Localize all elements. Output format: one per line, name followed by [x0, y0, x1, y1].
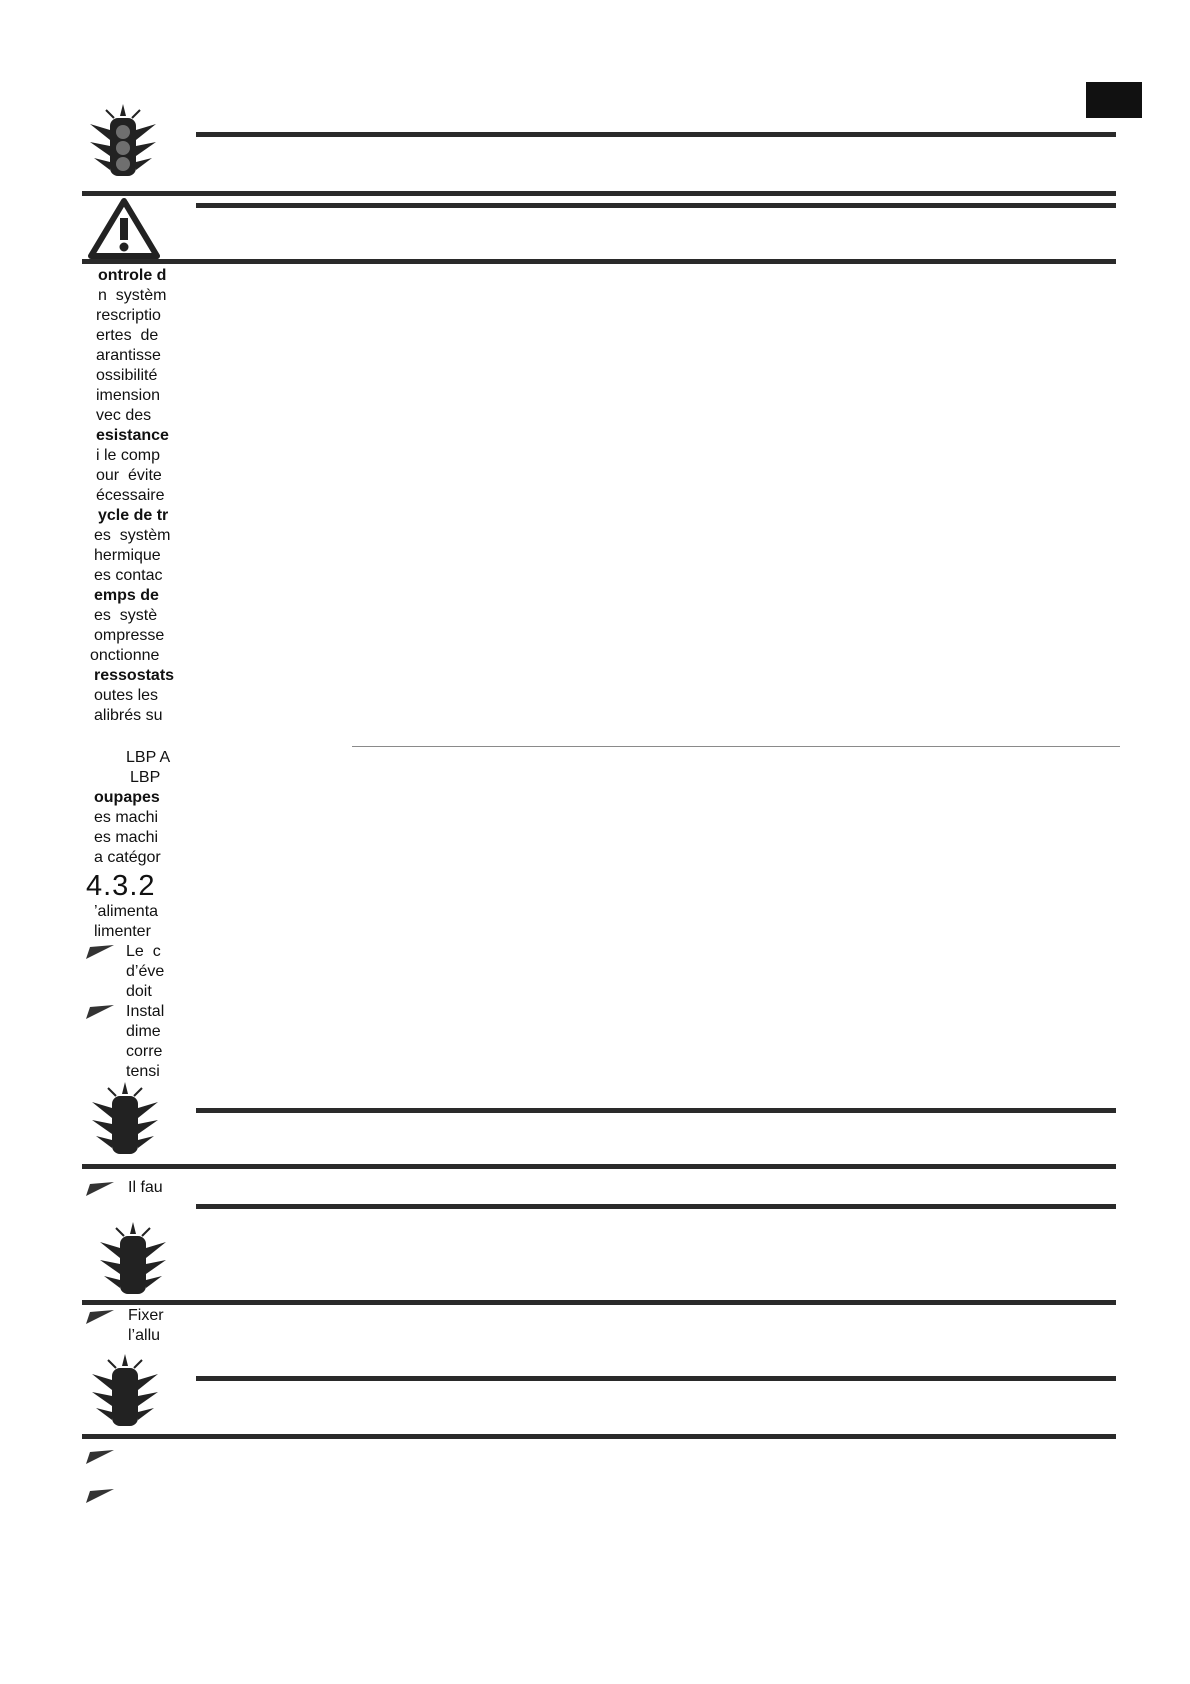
text-fragment: l’allu [128, 1327, 161, 1344]
warning-top-rule [196, 203, 1116, 208]
text-fragment: ressostats [94, 667, 175, 684]
text-fragment: es systèm [94, 527, 171, 544]
text-fragment: ’alimenta [94, 903, 159, 920]
arrow-bullet-icon [86, 1182, 114, 1196]
arrow-bullet-icon [86, 1310, 114, 1324]
text-fragment: tensi [126, 1063, 160, 1080]
note2-bottom-rule [82, 1300, 1116, 1305]
divider-rule [82, 191, 1116, 196]
traffic-light-icon [88, 1352, 162, 1430]
note3-bottom-rule [82, 1434, 1116, 1439]
text-fragment: rescriptio [96, 307, 161, 324]
arrow-bullet-icon [86, 945, 114, 959]
text-fragment: n systèm [98, 287, 167, 304]
arrow-bullet-icon [86, 1450, 114, 1464]
text-fragment: arantisse [96, 347, 161, 364]
arrow-bullet-icon [86, 1489, 114, 1503]
text-fragment: es contac [94, 567, 163, 584]
text-fragment: dime [126, 1023, 161, 1040]
text-fragment: Instal [126, 1003, 165, 1020]
text-fragment: imension [96, 387, 161, 404]
text-fragment: Fixer [128, 1307, 164, 1324]
text-fragment: LBP A [126, 749, 171, 766]
header-rule [196, 132, 1116, 137]
section-number: 4.3.2 [86, 870, 156, 902]
text-fragment: es machi [94, 809, 159, 826]
text-fragment: outes les [94, 687, 159, 704]
text-fragment: ertes de [96, 327, 159, 344]
warning-bottom-rule [82, 259, 1116, 264]
bullet-text: Il fau [128, 1179, 163, 1196]
text-fragment: es systè [94, 607, 158, 624]
note3-top-rule [196, 1376, 1116, 1381]
table-rule [352, 746, 1120, 747]
text-fragment: ompresse [94, 627, 165, 644]
warning-triangle-icon [88, 198, 160, 260]
traffic-light-icon [86, 102, 160, 180]
text-fragment: esistance [96, 427, 169, 444]
page-corner-tab [1086, 82, 1142, 118]
text-fragment: ycle de tr [98, 507, 169, 524]
text-fragment: a catégor [94, 849, 161, 866]
text-fragment: Le c [126, 943, 161, 960]
text-fragment: onctionne [90, 647, 160, 664]
text-fragment: ossibilité [96, 367, 158, 384]
text-fragment: corre [126, 1043, 163, 1060]
text-fragment: oupapes [94, 789, 160, 806]
text-fragment: our évite [96, 467, 162, 484]
text-fragment: i le comp [96, 447, 161, 464]
text-fragment: écessaire [96, 487, 165, 504]
traffic-light-icon [88, 1080, 162, 1158]
text-fragment: doit [126, 983, 152, 1000]
text-fragment: es machi [94, 829, 159, 846]
note2-top-rule [196, 1204, 1116, 1209]
text-fragment: LBP [130, 769, 161, 786]
text-fragment: emps de [94, 587, 159, 604]
traffic-light-icon [96, 1220, 170, 1298]
text-fragment: limenter [94, 923, 151, 940]
text-fragment: d’éve [126, 963, 165, 980]
arrow-bullet-icon [86, 1005, 114, 1019]
text-fragment: alibrés su [94, 707, 163, 724]
text-fragment: hermique [94, 547, 161, 564]
text-fragment: vec des [96, 407, 152, 424]
note-top-rule [196, 1108, 1116, 1113]
text-fragment: ontrole d [98, 267, 167, 284]
note-bottom-rule [82, 1164, 1116, 1169]
